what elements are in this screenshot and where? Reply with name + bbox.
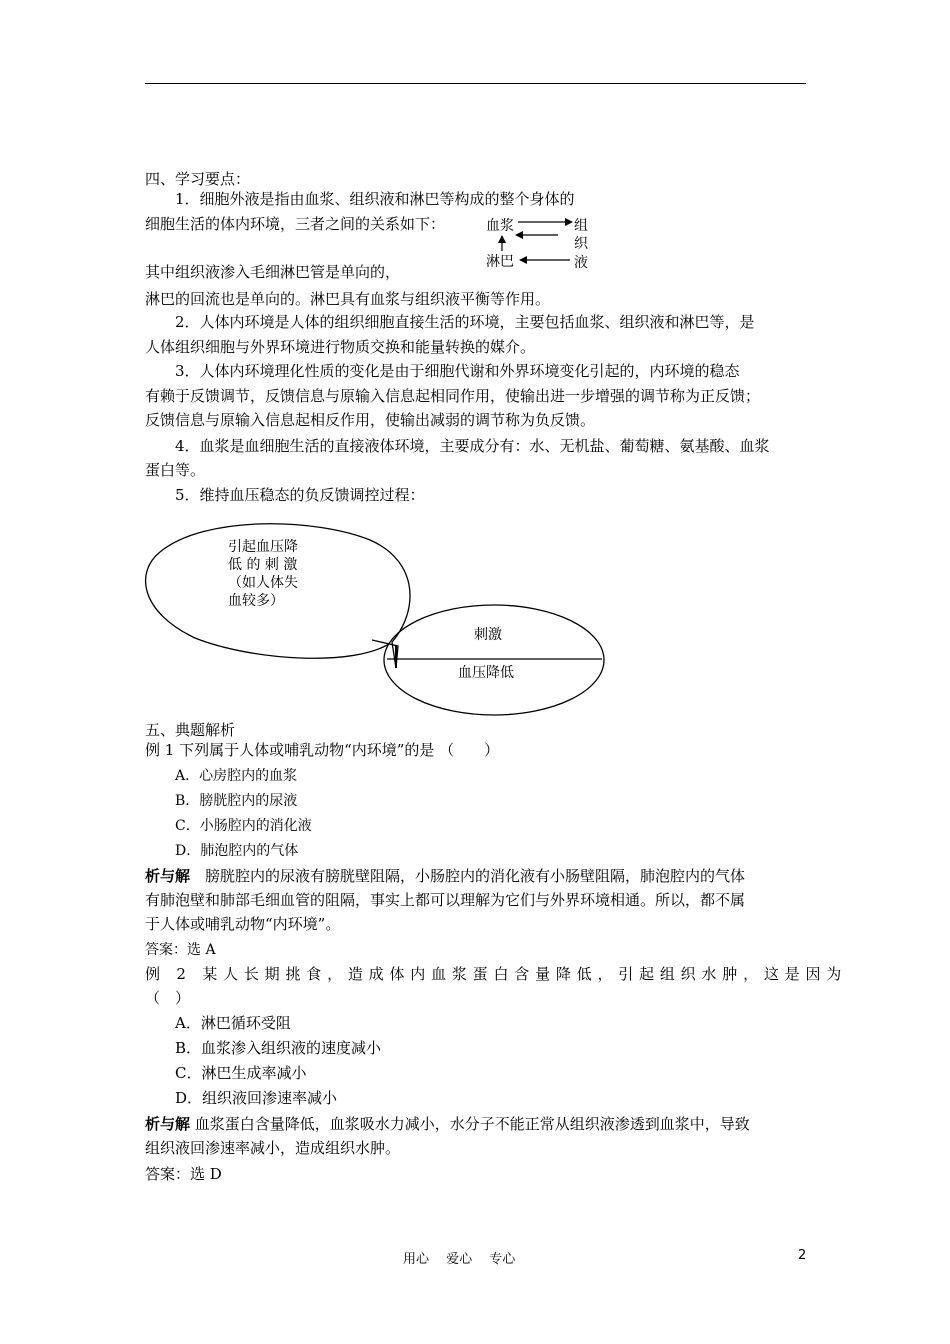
point-2-line-1: 2．人体内环境是人体的组织细胞直接生活的环境，主要包括血浆、组织液和淋巴等，是: [175, 313, 755, 331]
example-1-option-a: A．心房腔内的血浆: [175, 768, 298, 784]
tissue-fluid-label-1: 组: [574, 218, 588, 234]
ellipse-text-stimulus: 刺激: [474, 627, 502, 643]
example-2-stem-line-2: （ ）: [145, 989, 191, 1007]
point-4-line-1: 4．血浆是血细胞生活的直接液体环境，主要成分有：水、无机盐、葡萄糖、氨基酸、血浆: [175, 437, 770, 455]
point-1-line-3: 其中组织液渗入毛细淋巴管是单向的，: [145, 263, 401, 281]
example-1-analysis-label: 析与解: [145, 867, 191, 885]
example-2-option-b: B．血浆渗入组织液的速度减小: [175, 1039, 382, 1057]
example-2-analysis-line-2: 组织液回渗速率减小，造成组织水肿。: [145, 1139, 401, 1157]
tissue-fluid-label-2: 织: [574, 236, 588, 252]
example-1-analysis-line-3: 于人体或哺乳动物“内环境”。: [145, 915, 341, 933]
lymph-label: 淋巴: [486, 254, 514, 270]
point-1-line-1: 1．细胞外液是指由血浆、组织液和淋巴等构成的整个身体的: [175, 190, 575, 208]
example-1-option-d: D．肺泡腔内的气体: [175, 843, 299, 859]
bubble-text-line-2: 低 的 刺 激: [228, 557, 298, 573]
point-1-line-4: 淋巴的回流也是单向的。淋巴具有血浆与组织液平衡等作用。: [145, 290, 551, 308]
example-2-stem-line-1: 例 2 某人长期挑食，造成体内血浆蛋白含量降低，引起组织水肿，这是因为: [145, 965, 848, 983]
point-1-line-2: 细胞生活的体内环境，三者之间的关系如下：: [145, 215, 446, 233]
example-2-analysis-line-1: [145, 1114, 750, 1134]
example-1-analysis-text-1: 膀胱腔内的尿液有膀胱壁阻隔，小肠腔内的消化液有小肠壁阻隔，肺泡腔内的气体: [190, 867, 746, 885]
bubble-text-line-4: 血较多）: [228, 593, 284, 609]
point-4-line-2: 蛋白等。: [145, 461, 206, 479]
point-3-line-2: 有赖于反馈调节，反馈信息与原输入信息起相同作用，使输出进一步增强的调节称为正反馈；: [145, 387, 761, 405]
example-2-analysis-text-1: 血浆蛋白含量降低，血浆吸水力减小，水分子不能正常从组织液渗透到血浆中，导致: [190, 1115, 750, 1133]
example-1-answer: 答案：选 A: [145, 942, 216, 958]
example-2-analysis-label: 析与解: [145, 1115, 191, 1133]
example-1-option-c: C．小肠腔内的消化液: [175, 818, 312, 834]
bubble-text-line-1: 引起血压降: [228, 539, 298, 555]
stimulus-ellipse: [384, 605, 604, 715]
example-1-stem: 例 1 下列属于人体或哺乳动物“内环境”的是 （ ）: [145, 741, 500, 759]
example-2-option-d: D．组织液回渗速率减小: [175, 1089, 338, 1107]
example-1-analysis-line-2: 有肺泡壁和肺部毛细血管的阻隔，事实上都可以理解为它们与外界环境相通。所以，都不属: [145, 891, 746, 909]
point-2-line-2: 人体组织细胞与外界环境进行物质交换和能量转换的媒介。: [145, 338, 536, 356]
example-2-answer: 答案：选 D: [145, 1165, 222, 1183]
section-4-heading: 四、学习要点：: [145, 170, 251, 188]
plasma-label: 血浆: [486, 218, 514, 234]
example-2-option-c: C．淋巴生成率减小: [175, 1064, 307, 1082]
example-1-option-b: B．膀胱腔内的尿液: [175, 793, 298, 809]
point-5-line: 5．维持血压稳态的负反馈调控过程：: [175, 486, 425, 504]
example-2-option-a: A．淋巴循环受阻: [175, 1014, 291, 1032]
section-5-heading: 五、典题解析: [145, 721, 236, 739]
point-3-line-1: 3．人体内环境理化性质的变化是由于细胞代谢和外界环境变化引起的，内环境的稳态: [175, 362, 740, 380]
tissue-fluid-label-3: 液: [574, 255, 588, 271]
example-1-analysis-line-1: [145, 866, 745, 886]
point-3-line-3: 反馈信息与原输入信息起相反作用，使输出减弱的调节称为负反馈。: [145, 411, 596, 429]
footer-motto: 用心 爱心 专心: [403, 1252, 516, 1267]
bubble-text-line-3: （如人体失: [228, 575, 298, 591]
page-number: 2: [798, 1248, 807, 1263]
ellipse-text-bp-drop: 血压降低: [458, 665, 514, 681]
